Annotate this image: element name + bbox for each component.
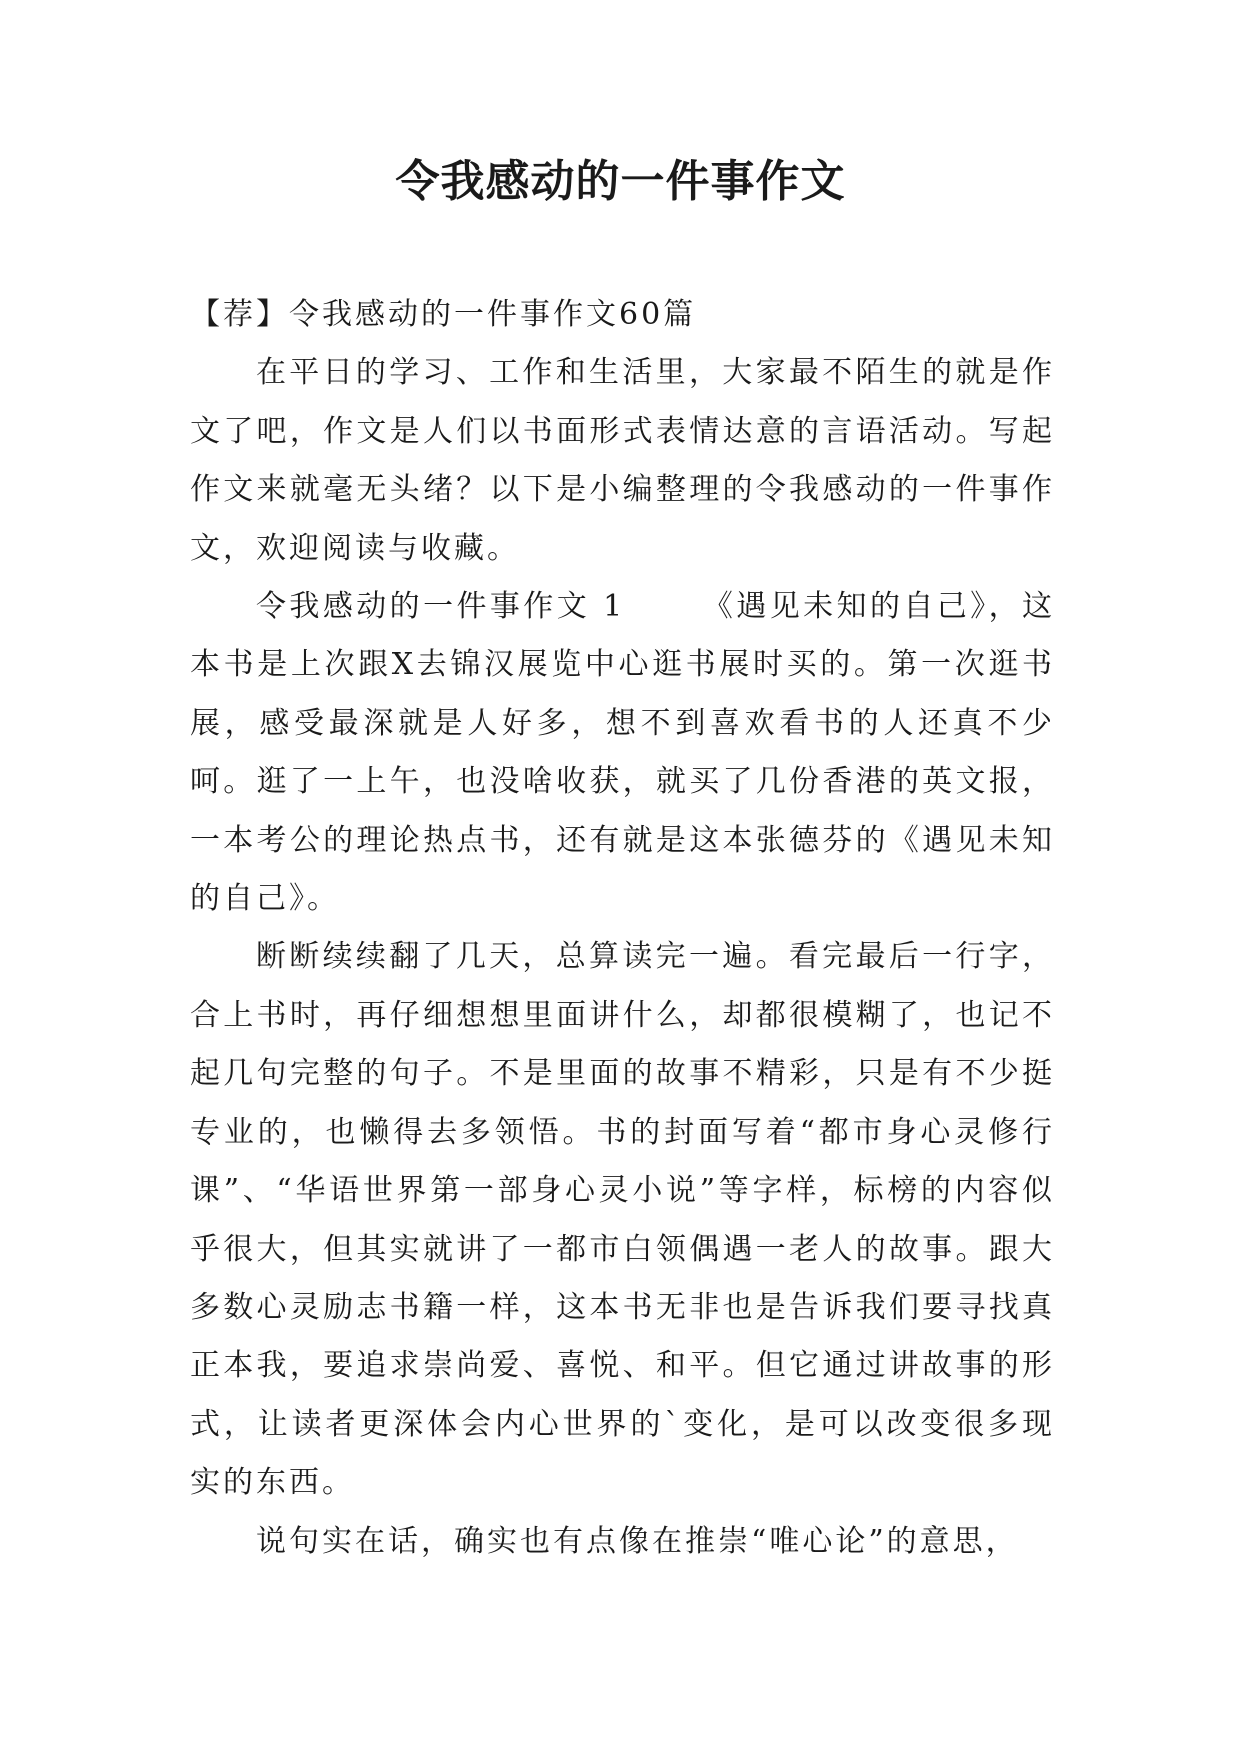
chapter-1-heading: 令我感动的一件事作文 1 bbox=[256, 589, 626, 625]
body-paragraph: 断断续续翻了几天，总算读完一遍。看完最后一行字，合上书时，再仔细想想里面讲什么，却都很模糊了，也记不起几句完整的句子。不是里面的故事不精彩，只是有不少挺专业的，也懒得去多领悟。书的封面写着“都市身心灵修行课”、“华语世界第一部身心灵小说”等字样，标榜的内容似乎很大，但其实就讲了一都市白领偶遇一老人的故事。跟大多数心灵励志书籍一样，这本书无非也是告诉我们要寻找真正本我，要追求崇尚爱、喜悦、和平。但它通过讲故事的形式，让读者更深体会内心世界的`变化，是可以改变很多现实的东西。 bbox=[190, 939, 1055, 1501]
body-paragraph: 说句实在话，确实也有点像在推崇“唯心论”的意思， bbox=[256, 1523, 1019, 1559]
chapter-1-paragraph bbox=[190, 578, 1055, 928]
document-body bbox=[190, 286, 1055, 1571]
document-title: 令我感动的一件事作文 bbox=[395, 156, 846, 207]
recommend-line: 【荐】令我感动的一件事作文60篇 bbox=[190, 297, 697, 332]
intro-paragraph: 在平日的学习、工作和生活里，大家最不陌生的就是作文了吧，作文是人们以书面形式表情达意的言语活动。写起作文来就毫无头绪？以下是小编整理的令我感动的一件事作文，欢迎阅读与收藏。 bbox=[190, 355, 1055, 566]
chapter-gap bbox=[625, 589, 703, 624]
chapter-1-text: 《遇见未知的自己》，这本书是上次跟X去锦汉展览中心逛书展时买的。第一次逛书展，感受最深就是人好多，想不到喜欢看书的人还真不少呵。逛了一上午，也没啥收获，就买了几份香港的英文报，一本考公的理论热点书，还有就是这本张德芬的《遇见未知的自己》。 bbox=[190, 589, 1056, 917]
